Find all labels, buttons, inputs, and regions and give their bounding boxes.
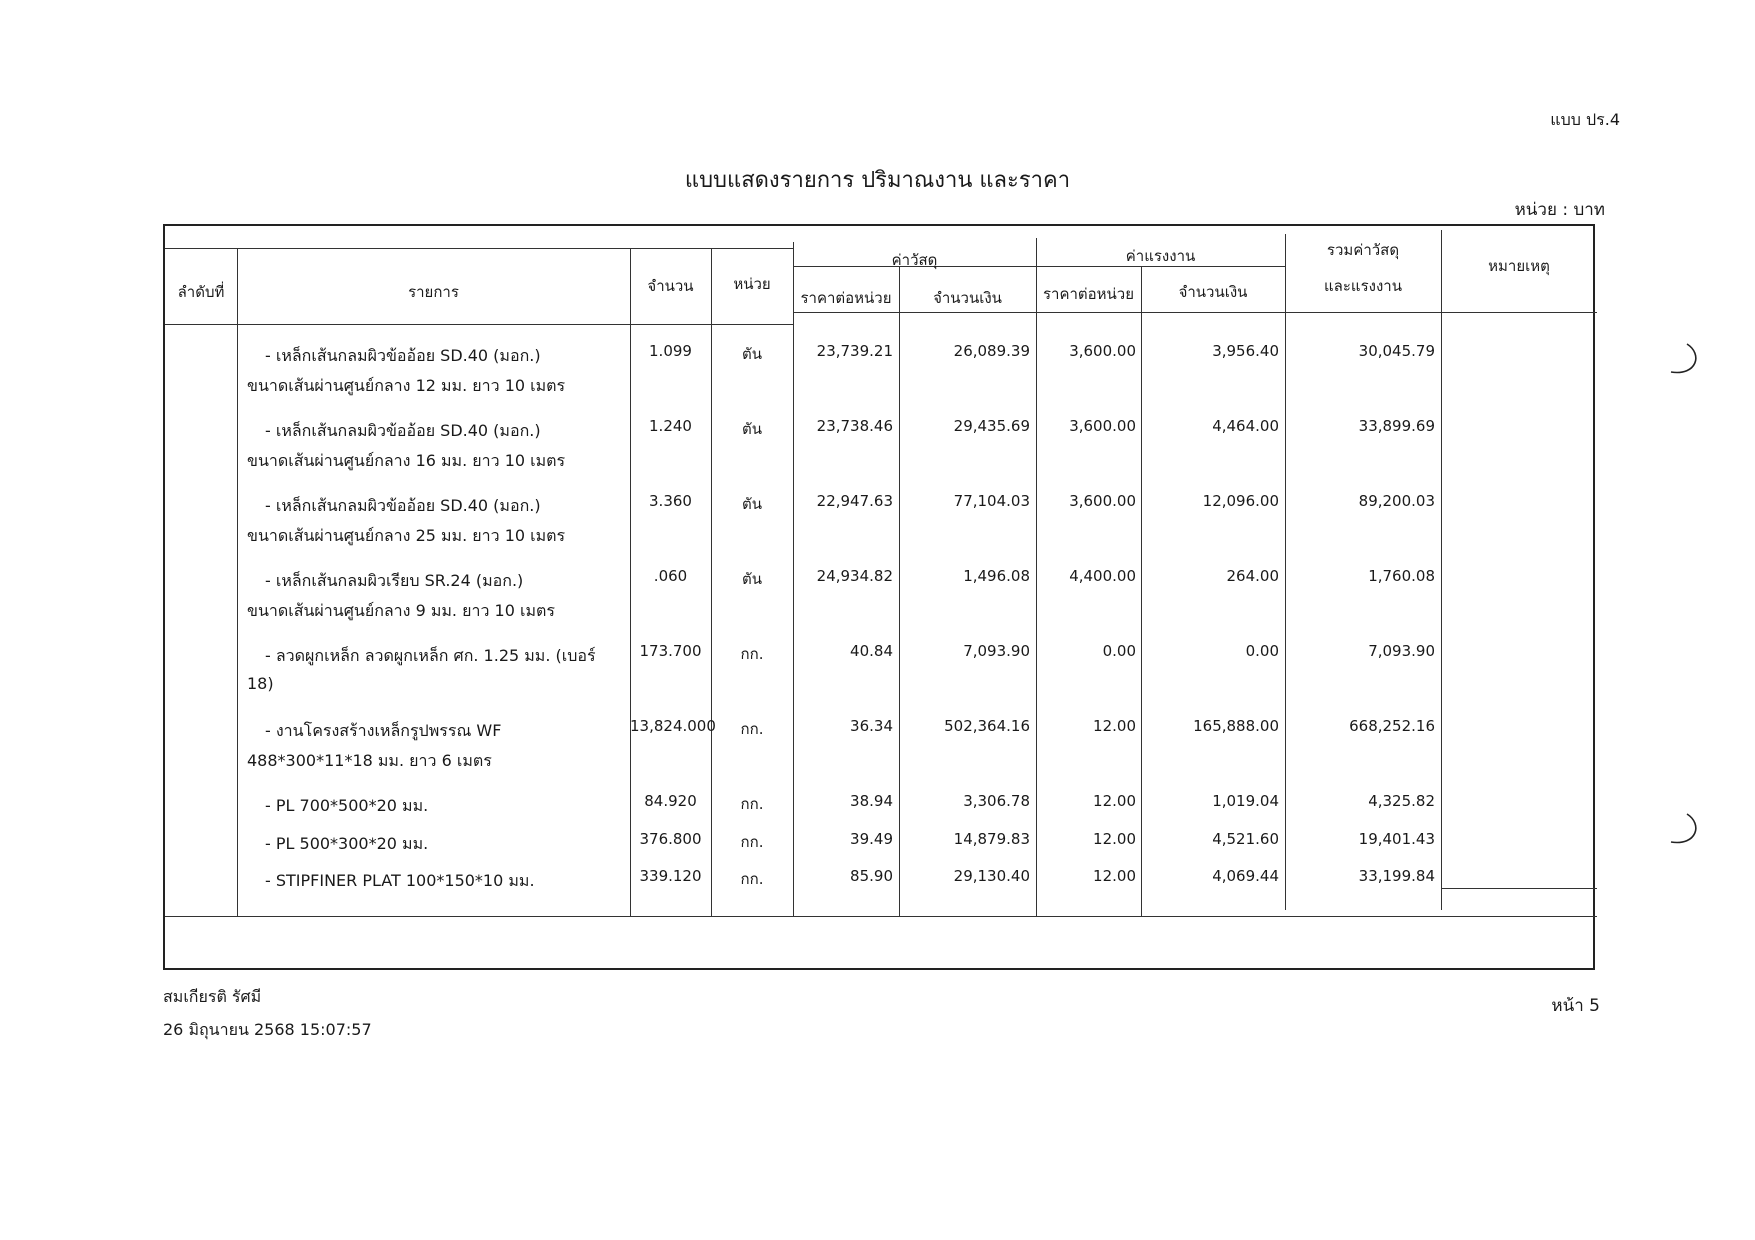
punch-hole-mark bbox=[1665, 810, 1705, 850]
cell-lab-amount: 12,096.00 bbox=[1202, 492, 1279, 510]
cell-qty: 376.800 bbox=[639, 829, 702, 848]
cell-unit: ตัน bbox=[742, 345, 762, 363]
item-description: - เหล็กเส้นกลมผิวข้ออ้อย SD.40 (มอก.) bbox=[265, 496, 541, 515]
cell-qty: 84.920 bbox=[644, 792, 697, 810]
col-divider bbox=[899, 266, 900, 916]
header-top-line bbox=[165, 248, 793, 249]
cell-unit: ตัน bbox=[742, 495, 762, 513]
cell-qty: 1.099 bbox=[649, 342, 692, 360]
preparer-name: สมเกียรติ รัศมี bbox=[163, 987, 262, 1006]
header-no: ลำดับที่ bbox=[177, 283, 225, 301]
cell-mat-amount: 29,435.69 bbox=[953, 417, 1030, 435]
item-description: ขนาดเส้นผ่านศูนย์กลาง 25 มม. ยาว 10 เมตร bbox=[247, 525, 566, 545]
item-description: - PL 700*500*20 มม. bbox=[265, 796, 429, 815]
cell-unit: กก. bbox=[740, 795, 764, 813]
cell-lab-price: 12.00 bbox=[1093, 829, 1136, 848]
cell-mat-price: 85.90 bbox=[850, 867, 893, 885]
header-labor-amount: จำนวนเงิน bbox=[1178, 283, 1248, 301]
item-description: - ลวดผูกเหล็ก ลวดผูกเหล็ก ศก. 1.25 มม. (เบอร์ bbox=[265, 646, 596, 665]
cell-lab-price: 3,600.00 bbox=[1069, 492, 1136, 510]
print-datetime: 26 มิถุนายน 2568 15:07:57 bbox=[163, 1020, 372, 1039]
item-description: - งานโครงสร้างเหล็กรูปพรรณ WF bbox=[265, 721, 502, 740]
cell-mat-price: 23,739.21 bbox=[816, 342, 893, 360]
body-bottom-line bbox=[165, 916, 1597, 917]
cell-lab-price: 3,600.00 bbox=[1069, 417, 1136, 435]
cell-lab-price: 0.00 bbox=[1102, 642, 1136, 660]
cell-lab-amount: 4,521.60 bbox=[1212, 829, 1279, 848]
cell-lab-amount: 1,019.04 bbox=[1212, 792, 1279, 810]
item-description: ขนาดเส้นผ่านศูนย์กลาง 9 มม. ยาว 10 เมตร bbox=[247, 600, 555, 620]
cell-mat-price: 40.84 bbox=[850, 642, 893, 660]
cell-mat-amount: 26,089.39 bbox=[953, 342, 1030, 360]
currency-unit-note: หน่วย : บาท bbox=[1514, 200, 1605, 220]
cell-lab-price: 12.00 bbox=[1093, 717, 1136, 735]
item-description: ขนาดเส้นผ่านศูนย์กลาง 12 มม. ยาว 10 เมตร bbox=[247, 375, 566, 395]
cell-qty: 13,824.000 bbox=[630, 717, 716, 735]
header-item: รายการ bbox=[408, 283, 459, 301]
cell-qty: 3.360 bbox=[649, 492, 692, 510]
item-description: - STIPFINER PLAT 100*150*10 มม. bbox=[265, 871, 535, 890]
cell-lab-amount: 4,069.44 bbox=[1212, 867, 1279, 885]
cell-mat-amount: 77,104.03 bbox=[953, 492, 1030, 510]
cell-qty: 1.240 bbox=[649, 417, 692, 435]
page-number: หน้า 5 bbox=[1551, 996, 1600, 1016]
col-divider bbox=[1141, 266, 1142, 916]
cell-total: 19,401.43 bbox=[1358, 829, 1435, 848]
cell-unit: กก. bbox=[740, 720, 764, 738]
cell-mat-amount: 29,130.40 bbox=[953, 867, 1030, 885]
item-description: - เหล็กเส้นกลมผิวข้ออ้อย SD.40 (มอก.) bbox=[265, 346, 541, 365]
cell-unit: กก. bbox=[740, 832, 764, 851]
item-description: - เหล็กเส้นกลมผิวเรียบ SR.24 (มอก.) bbox=[265, 571, 524, 590]
price-table bbox=[163, 224, 1595, 970]
punch-hole-mark bbox=[1665, 340, 1705, 380]
header-labor: ค่าแรงงาน bbox=[1125, 247, 1196, 265]
cell-mat-price: 38.94 bbox=[850, 792, 893, 810]
cell-total: 668,252.16 bbox=[1349, 717, 1435, 735]
header-unit: หน่วย bbox=[733, 275, 771, 293]
cell-lab-amount: 264.00 bbox=[1226, 567, 1279, 585]
header-labor-unit-price: ราคาต่อหน่วย bbox=[1042, 285, 1135, 303]
cell-mat-amount: 3,306.78 bbox=[963, 792, 1030, 810]
header-material: ค่าวัสดุ bbox=[891, 251, 938, 269]
item-description: 18) bbox=[247, 673, 274, 693]
cell-mat-amount: 14,879.83 bbox=[953, 829, 1030, 848]
cell-mat-price: 36.34 bbox=[850, 717, 893, 735]
cell-total: 30,045.79 bbox=[1358, 342, 1435, 360]
cell-unit: ตัน bbox=[742, 570, 762, 588]
cell-lab-price: 12.00 bbox=[1093, 792, 1136, 810]
remark-line bbox=[1441, 888, 1597, 889]
cell-total: 89,200.03 bbox=[1358, 492, 1435, 510]
header-bottom-line bbox=[165, 324, 793, 325]
cell-total: 7,093.90 bbox=[1368, 642, 1435, 660]
cell-total: 33,899.69 bbox=[1358, 417, 1435, 435]
cell-lab-amount: 4,464.00 bbox=[1212, 417, 1279, 435]
header-total-line2: และแรงงาน bbox=[1324, 277, 1402, 295]
col-divider bbox=[1441, 230, 1442, 910]
cell-unit: ตัน bbox=[742, 420, 762, 438]
cell-total: 33,199.84 bbox=[1358, 867, 1435, 885]
cell-lab-amount: 3,956.40 bbox=[1212, 342, 1279, 360]
item-description: 488*300*11*18 มม. ยาว 6 เมตร bbox=[247, 750, 492, 770]
header-bottom-line bbox=[793, 312, 1597, 313]
item-description: - เหล็กเส้นกลมผิวข้ออ้อย SD.40 (มอก.) bbox=[265, 421, 541, 440]
cell-mat-amount: 1,496.08 bbox=[963, 567, 1030, 585]
cell-mat-amount: 7,093.90 bbox=[963, 642, 1030, 660]
cell-mat-price: 22,947.63 bbox=[816, 492, 893, 510]
header-material-amount: จำนวนเงิน bbox=[933, 289, 1002, 307]
cell-total: 1,760.08 bbox=[1368, 567, 1435, 585]
header-total: รวมค่าวัสดุ bbox=[1326, 241, 1400, 259]
cell-mat-price: 39.49 bbox=[850, 829, 893, 848]
cell-mat-amount: 502,364.16 bbox=[944, 717, 1030, 735]
cell-lab-price: 12.00 bbox=[1093, 867, 1136, 885]
header-qty: จำนวน bbox=[647, 277, 694, 295]
cell-lab-price: 4,400.00 bbox=[1069, 567, 1136, 585]
cell-lab-amount: 0.00 bbox=[1245, 642, 1279, 660]
col-divider bbox=[237, 248, 238, 916]
cell-lab-price: 3,600.00 bbox=[1069, 342, 1136, 360]
cell-mat-price: 24,934.82 bbox=[816, 567, 893, 585]
document-title: แบบแสดงรายการ ปริมาณงาน และราคา bbox=[684, 168, 1071, 193]
item-description: - PL 500*300*20 มม. bbox=[265, 833, 429, 853]
cell-unit: กก. bbox=[740, 645, 764, 663]
cell-qty: .060 bbox=[653, 567, 688, 585]
header-remark: หมายเหตุ bbox=[1488, 257, 1550, 275]
item-description: ขนาดเส้นผ่านศูนย์กลาง 16 มม. ยาว 10 เมตร bbox=[247, 450, 566, 470]
cell-lab-amount: 165,888.00 bbox=[1193, 717, 1279, 735]
cell-qty: 173.700 bbox=[639, 642, 702, 660]
form-code: แบบ ปร.4 bbox=[1550, 110, 1620, 129]
header-material-unit-price: ราคาต่อหน่วย bbox=[800, 289, 892, 307]
cell-total: 4,325.82 bbox=[1368, 792, 1435, 810]
cell-qty: 339.120 bbox=[639, 867, 702, 885]
cell-unit: กก. bbox=[740, 870, 764, 888]
cell-mat-price: 23,738.46 bbox=[816, 417, 893, 435]
